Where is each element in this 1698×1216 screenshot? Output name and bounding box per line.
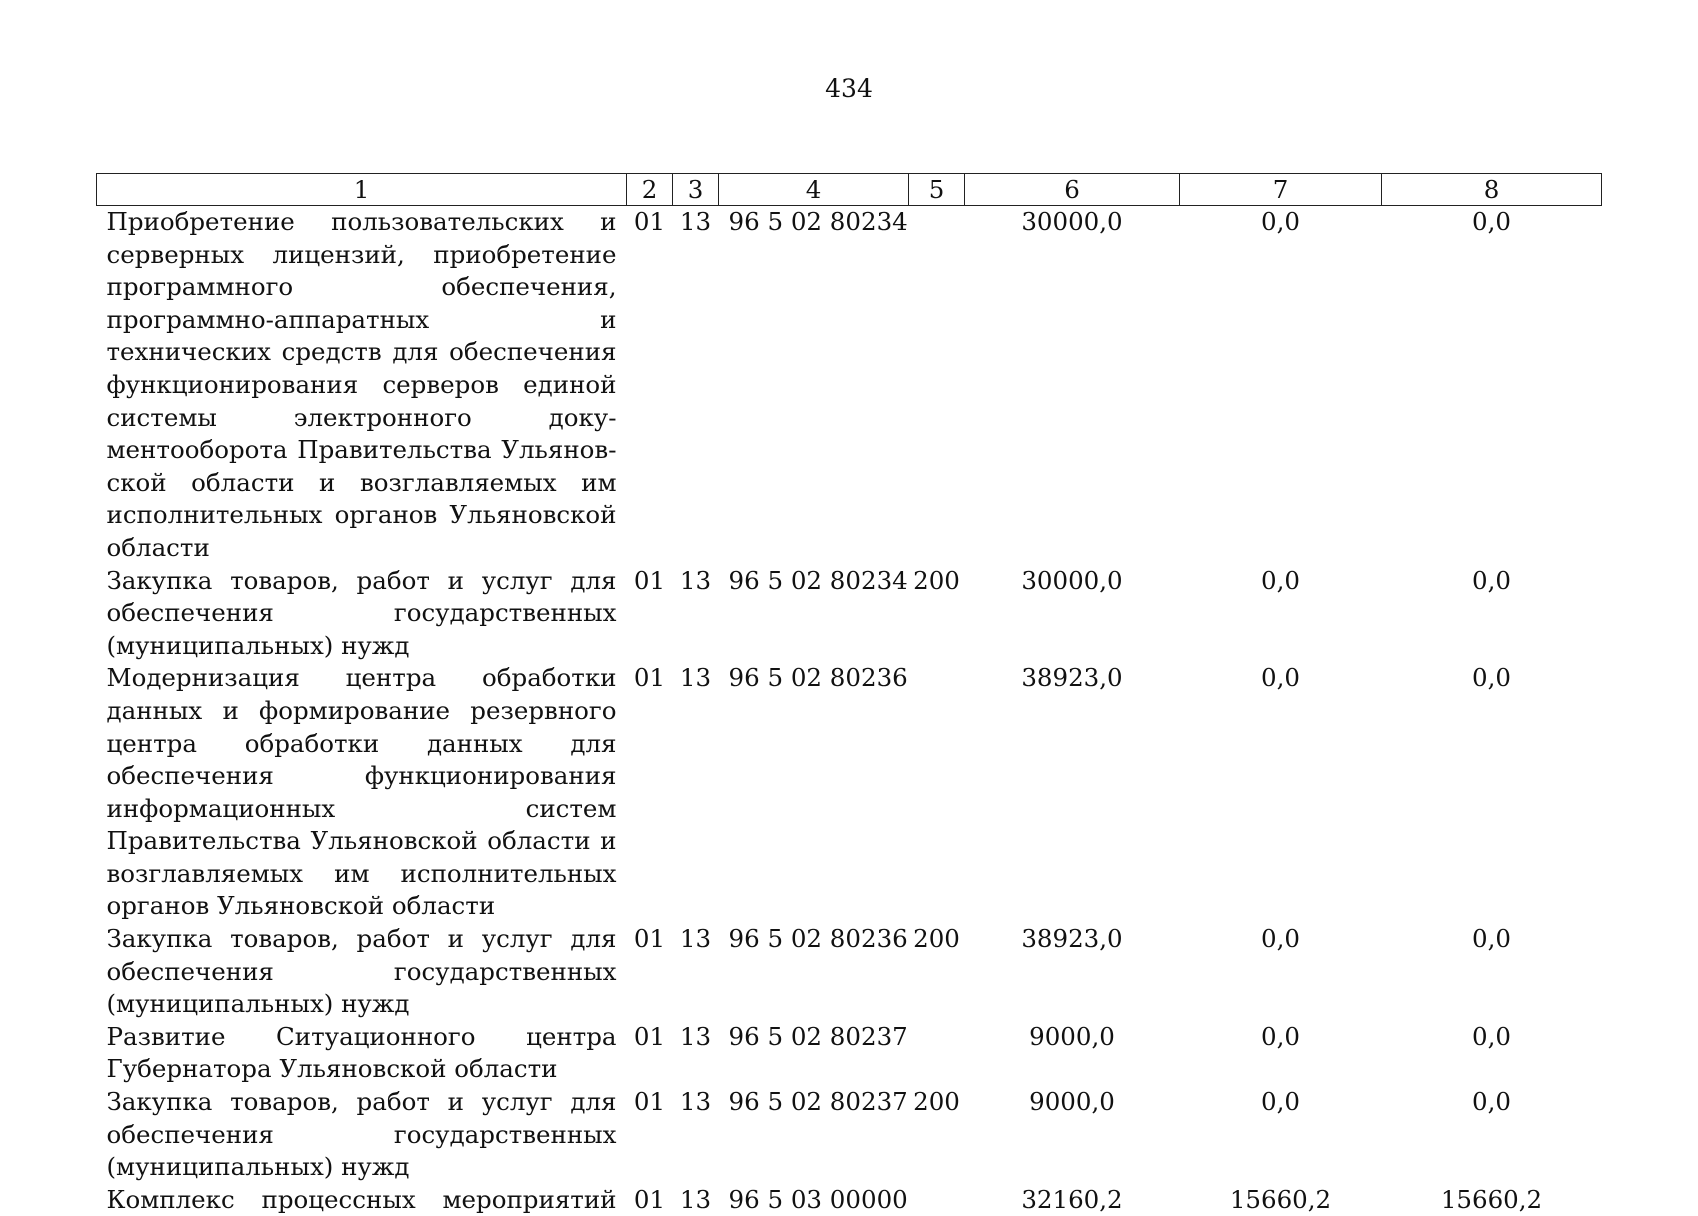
row-subsection: 13 — [673, 565, 719, 663]
row-description: Модернизация центра обработки данных и формирование резервного центра обработки данных для обеспечения функционирования информационных систем Правительства Ульяновской области и возглавляемых им исполнительных органов Ульяновской области — [97, 662, 627, 923]
row-description: Приобретение пользовательских и серверных лицензий, приобретение программного обеспечения, программно-аппаратных и технических средств для обеспечения функционирования серверов единой системы электронного документооборота Правительства Ульяновской области и возглавляемых им исполнительных органов Ульяновской области — [97, 206, 627, 565]
row-target-code: 96 5 02 80234 — [719, 565, 909, 663]
row-expense-type: 200 — [909, 923, 965, 1021]
row-amount-7: 0,0 — [1180, 1021, 1382, 1086]
row-amount-7: 0,0 — [1180, 565, 1382, 663]
row-section: 01 — [627, 923, 673, 1021]
row-amount-8: 0,0 — [1382, 923, 1602, 1021]
row-amount-7: 0,0 — [1180, 923, 1382, 1021]
row-amount-8: 0,0 — [1382, 662, 1602, 923]
row-target-code: 96 5 02 80236 — [719, 923, 909, 1021]
row-expense-type — [909, 206, 965, 565]
row-subsection: 13 — [673, 1184, 719, 1216]
row-expense-type: 200 — [909, 565, 965, 663]
row-subsection: 13 — [673, 206, 719, 565]
row-amount-6: 30000,0 — [965, 565, 1180, 663]
table-row — [97, 662, 1602, 923]
row-target-code: 96 5 03 00000 — [719, 1184, 909, 1216]
row-description: Закупка товаров, работ и услуг для обеспечения государственных (муниципальных) нужд — [97, 1086, 627, 1184]
row-amount-7: 0,0 — [1180, 662, 1382, 923]
header-col-4: 4 — [719, 174, 909, 206]
row-amount-7: 15660,2 — [1180, 1184, 1382, 1216]
row-description: Развитие Ситуационного центра Губернатора Ульяновской области — [97, 1021, 627, 1086]
row-expense-type — [909, 1021, 965, 1086]
row-amount-7: 0,0 — [1180, 206, 1382, 565]
row-expense-type — [909, 662, 965, 923]
row-amount-6: 9000,0 — [965, 1086, 1180, 1184]
row-description: Закупка товаров, работ и услуг для обеспечения государственных (муниципальных) нужд — [97, 923, 627, 1021]
row-amount-7: 0,0 — [1180, 1086, 1382, 1184]
row-target-code: 96 5 02 80237 — [719, 1021, 909, 1086]
row-amount-6: 32160,2 — [965, 1184, 1180, 1216]
header-col-2: 2 — [627, 174, 673, 206]
row-amount-6: 38923,0 — [965, 662, 1180, 923]
page-number: 434 — [0, 74, 1698, 104]
row-expense-type: 200 — [909, 1086, 965, 1184]
header-col-1: 1 — [97, 174, 627, 206]
row-section: 01 — [627, 1021, 673, 1086]
row-subsection: 13 — [673, 662, 719, 923]
table-header — [97, 174, 1602, 206]
header-col-5: 5 — [909, 174, 965, 206]
row-subsection: 13 — [673, 1086, 719, 1184]
row-amount-8: 0,0 — [1382, 565, 1602, 663]
row-section: 01 — [627, 1184, 673, 1216]
row-section: 01 — [627, 206, 673, 565]
row-description: Закупка товаров, работ и услуг для обеспечения государственных (муниципальных) нужд — [97, 565, 627, 663]
row-amount-8: 0,0 — [1382, 206, 1602, 565]
table-row — [97, 923, 1602, 1021]
header-col-6: 6 — [965, 174, 1180, 206]
row-subsection: 13 — [673, 1021, 719, 1086]
table-body — [97, 206, 1602, 1216]
row-section: 01 — [627, 1086, 673, 1184]
header-row — [97, 174, 1602, 206]
row-description: Комплекс процессных мероприятий — [97, 1184, 627, 1216]
row-target-code: 96 5 02 80234 — [719, 206, 909, 565]
table-row — [97, 1086, 1602, 1184]
row-section: 01 — [627, 565, 673, 663]
row-amount-6: 30000,0 — [965, 206, 1180, 565]
table-row — [97, 1021, 1602, 1086]
header-col-8: 8 — [1382, 174, 1602, 206]
header-col-7: 7 — [1180, 174, 1382, 206]
row-target-code: 96 5 02 80236 — [719, 662, 909, 923]
row-amount-8: 0,0 — [1382, 1021, 1602, 1086]
row-section: 01 — [627, 662, 673, 923]
table-row — [97, 206, 1602, 565]
row-amount-6: 9000,0 — [965, 1021, 1180, 1086]
header-col-3: 3 — [673, 174, 719, 206]
table-row — [97, 565, 1602, 663]
row-subsection: 13 — [673, 923, 719, 1021]
row-amount-6: 38923,0 — [965, 923, 1180, 1021]
row-amount-8: 15660,2 — [1382, 1184, 1602, 1216]
row-target-code: 96 5 02 80237 — [719, 1086, 909, 1184]
budget-table — [96, 173, 1602, 1216]
row-amount-8: 0,0 — [1382, 1086, 1602, 1184]
